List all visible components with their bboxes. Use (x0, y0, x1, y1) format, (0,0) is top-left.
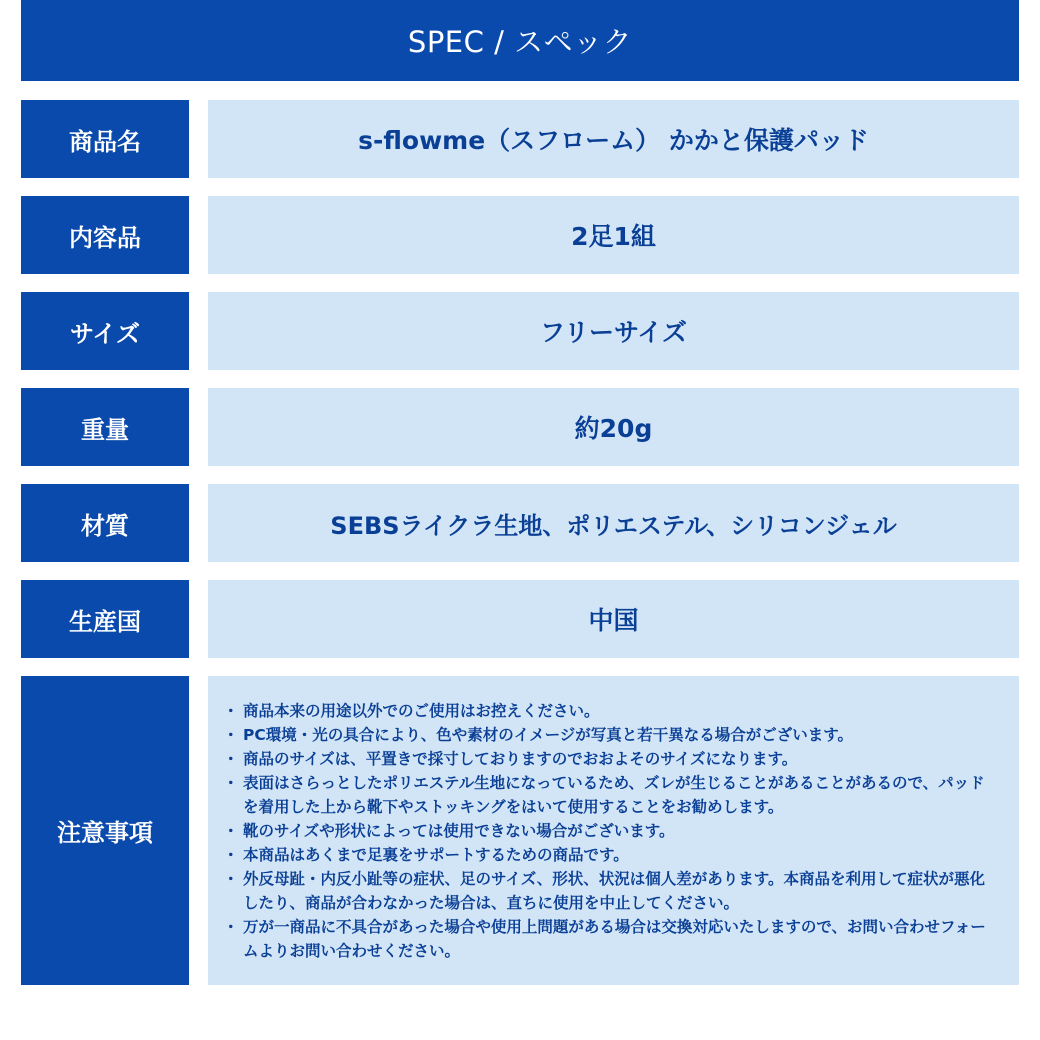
spec-value: 約20g (208, 388, 1019, 466)
notes-item: ・ 商品のサイズは、平置きで採寸しておりますのでおおよそのサイズになります。 (230, 747, 999, 771)
notes-item: ・ 外反母趾・内反小趾等の症状、足のサイズ、形状、状況は個人差があります。本商品を利用して症状が悪化したり、商品が合わなかった場合は、直ちに使用を中止してください。 (230, 867, 999, 915)
spec-value: 2足1組 (208, 196, 1019, 274)
spec-label: 内容品 (21, 196, 189, 274)
spec-label: 商品名 (21, 100, 189, 178)
spec-row-contents (21, 196, 1019, 274)
spec-header (21, 0, 1019, 81)
spec-row-material (21, 484, 1019, 562)
spec-label: サイズ (21, 292, 189, 370)
notes-item: ・ 靴のサイズや形状によっては使用できない場合がございます。 (230, 819, 999, 843)
spec-row-size (21, 292, 1019, 370)
spec-label: 生産国 (21, 580, 189, 658)
spec-row-notes (21, 676, 1019, 985)
spec-row-product-name (21, 100, 1019, 178)
spec-label: 材質 (21, 484, 189, 562)
spec-value: s-flowme（スフローム） かかと保護パッド (208, 100, 1019, 178)
notes-item: ・ 本商品はあくまで足裏をサポートするための商品です。 (230, 843, 999, 867)
spec-row-country (21, 580, 1019, 658)
notes-item: ・ 商品本来の用途以外でのご使用はお控えください。 (230, 699, 999, 723)
spec-title: SPEC / スペック (407, 25, 633, 59)
notes-item: ・ 表面はさらっとしたポリエステル生地になっているため、ズレが生じることがあることがあるので、パッドを着用した上から靴下やストッキングをはいて使用することをお勧めします。 (230, 771, 999, 819)
spec-label: 重量 (21, 388, 189, 466)
spec-value: SEBSライクラ生地、ポリエステル、シリコンジェル (208, 484, 1019, 562)
notes-item: ・ PC環境・光の具合により、色や素材のイメージが写真と若干異なる場合がございます。 (230, 723, 999, 747)
notes-list (230, 699, 999, 963)
spec-label: 注意事項 (21, 676, 189, 985)
notes-panel (208, 676, 1019, 985)
notes-item: ・ 万が一商品に不具合があった場合や使用上問題がある場合は交換対応いたしますので、お問い合わせフォームよりお問い合わせください。 (230, 915, 999, 963)
spec-value: 中国 (208, 580, 1019, 658)
spec-row-weight (21, 388, 1019, 466)
spec-value: フリーサイズ (208, 292, 1019, 370)
